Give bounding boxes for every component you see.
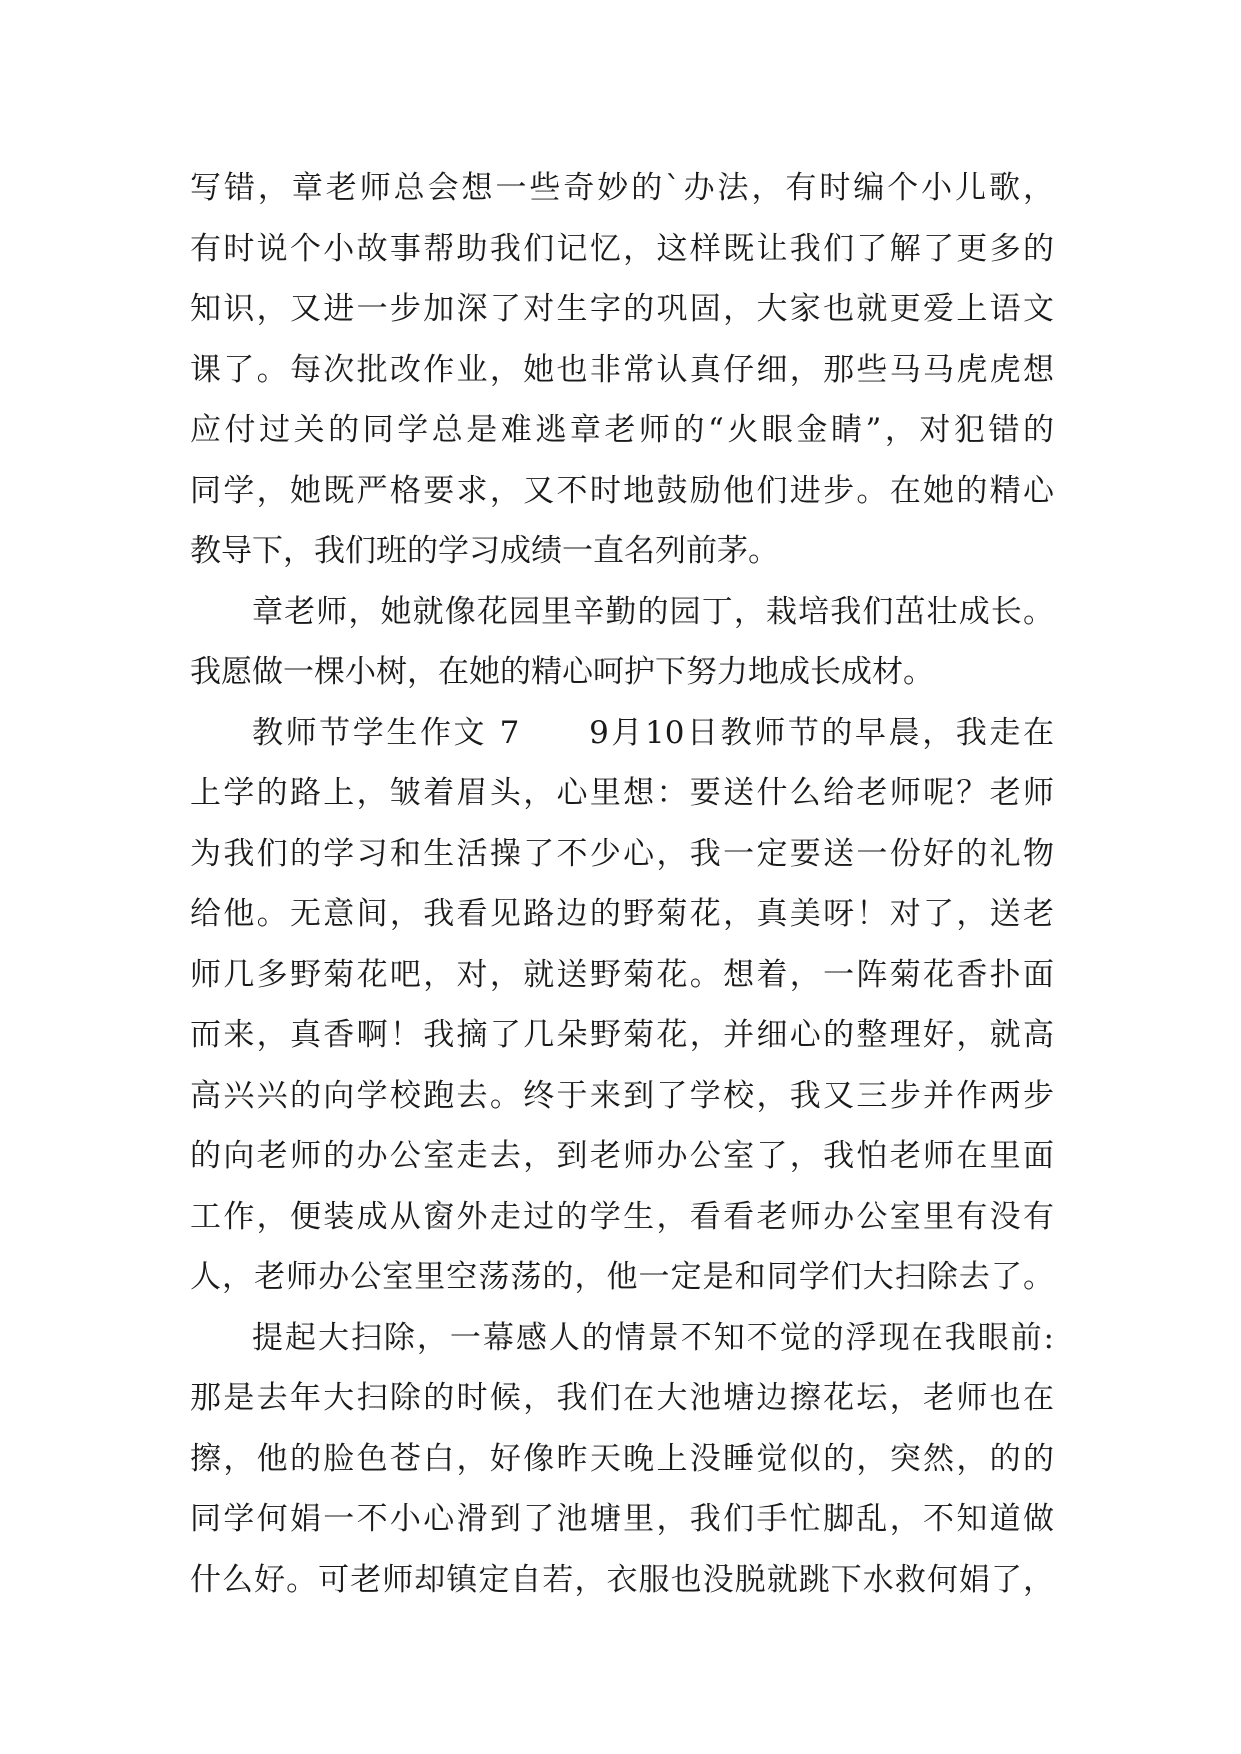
text-line: 为我们的学习和生活操了不少心，我一定要送一份好的礼物 xyxy=(190,835,1054,872)
text-line: 写错，章老师总会想一些奇妙的`办法，有时编个小儿歌， xyxy=(190,170,1054,206)
text-line: 师几多野菊花吧，对，就送野菊花。想着，一阵菊花香扑面 xyxy=(190,956,1054,993)
text-line: 那是去年大扫除的时候，我们在大池塘边擦花坛，老师也在 xyxy=(190,1380,1054,1416)
text-line: 教导下，我们班的学习成绩一直名列前茅。 xyxy=(190,533,779,569)
text-line: 同学何娟一不小心滑到了池塘里，我们手忙脚乱，不知道做 xyxy=(190,1501,1054,1537)
text-line: 章老师，她就像花园里辛勤的园丁，栽培我们茁壮成长。 xyxy=(252,593,1054,630)
text-line: 而来，真香啊！我摘了几朵野菊花，并细心的整理好，就高 xyxy=(190,1017,1054,1053)
text-line: 课了。每次批改作业，她也非常认真仔细，那些马马虎虎想 xyxy=(190,351,1054,388)
text-line: 的向老师的办公室走去，到老师办公室了，我怕老师在里面 xyxy=(190,1138,1054,1174)
text-line: 教师节学生作文 7 9月10日教师节的早晨，我走在 xyxy=(252,714,1054,751)
text-line: 人，老师办公室里空荡荡的，他一定是和同学们大扫除去了。 xyxy=(190,1259,1054,1295)
body-text xyxy=(190,158,1054,1610)
text-line: 什么好。可老师却镇定自若，衣服也没脱就跳下水救何娟了， xyxy=(190,1561,1054,1598)
text-line: 提起大扫除，一幕感人的情景不知不觉的浮现在我眼前: xyxy=(252,1319,1054,1356)
text-line: 给他。无意间，我看见路边的野菊花，真美呀！对了，送老 xyxy=(190,896,1054,932)
text-line: 高兴兴的向学校跑去。终于来到了学校，我又三步并作两步 xyxy=(190,1077,1054,1114)
text-line: 同学，她既严格要求，又不时地鼓励他们进步。在她的精心 xyxy=(190,472,1054,509)
text-line: 擦，他的脸色苍白，好像昨天晚上没睡觉似的，突然，的的 xyxy=(190,1440,1054,1477)
text-line: 应付过关的同学总是难逃章老师的“火眼金睛”，对犯错的 xyxy=(190,412,1054,448)
text-line: 工作，便装成从窗外走过的学生，看看老师办公室里有没有 xyxy=(190,1198,1054,1235)
text-line: 知识，又进一步加深了对生字的巩固，大家也就更爱上语文 xyxy=(190,291,1054,327)
text-line: 有时说个小故事帮助我们记忆，这样既让我们了解了更多的 xyxy=(190,230,1054,267)
text-line: 我愿做一棵小树，在她的精心呵护下努力地成长成材。 xyxy=(190,654,934,690)
text-line: 上学的路上，皱着眉头，心里想：要送什么给老师呢？老师 xyxy=(190,775,1054,811)
